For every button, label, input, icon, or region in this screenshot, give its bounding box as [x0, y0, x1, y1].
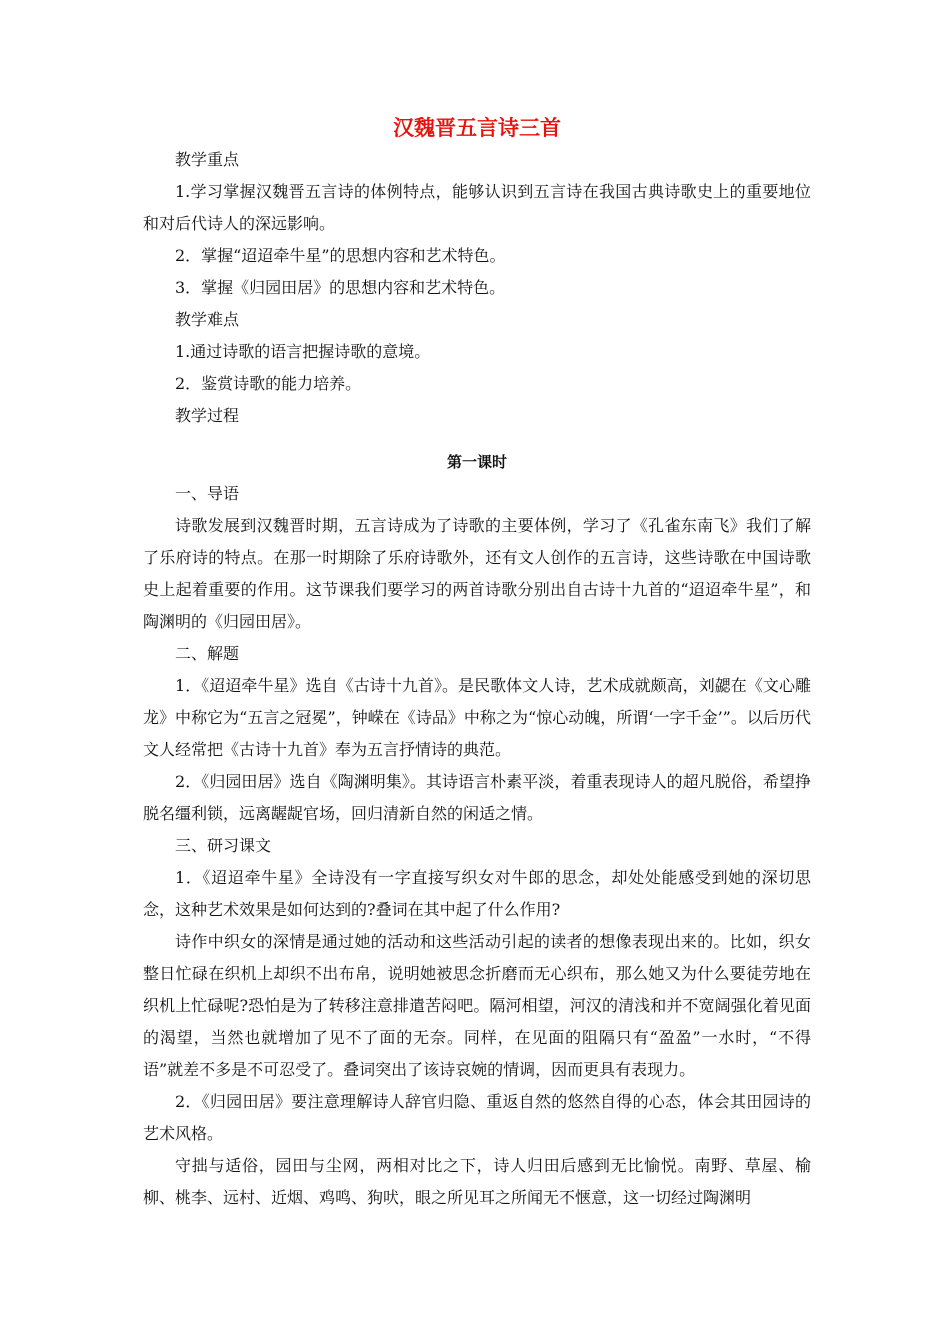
study-question-1: 1．《迢迢牵牛星》全诗没有一字直接写织女对牛郎的思念，却处处能感受到她的深切思念，这种艺术效果是如何达到的?叠词在其中起了什么作用?: [143, 868, 811, 919]
explain-item-1: 1．《迢迢牵牛星》选自《古诗十九首》。是民歌体文人诗，艺术成就颇高，刘勰在《文心雕龙》中称它为“五言之冠冕”，钟嵘在《诗品》中称之为“惊心动魄，所谓‘一字千金’”。以后历代文人经常把《古诗十九首》奉为五言抒情诗的典范。: [143, 676, 811, 759]
difficulty-heading: 教学难点: [175, 310, 240, 329]
focus-item-3: 3．掌握《归园田居》的思想内容和艺术特色。: [175, 278, 506, 297]
study-answer-1: 诗作中织女的深情是通过她的活动和这些活动引起的读者的想像表现出来的。比如，织女整日忙碌在织机上却织不出布帛，说明她被思念折磨而无心织布，那么她又为什么要徒劳地在织机上忙碌呢?恐怕是为了转移注意排遣苦闷吧。隔河相望，河汉的清浅和并不宽阔强化着见面的渴望，当然也就增加了见不了面的无奈。同样，在见面的阻隔只有“盈盈”一水时，“不得语”就差不多是不可忍受了。叠词突出了该诗哀婉的情调，因而更具有表现力。: [143, 932, 811, 1079]
difficulty-item-1: 1.通过诗歌的语言把握诗歌的意境。: [175, 342, 431, 361]
lesson-title: 第一课时: [446, 453, 507, 471]
explain-heading: 二、解题: [175, 644, 240, 663]
study-heading: 三、研习课文: [175, 836, 272, 855]
intro-paragraph: 诗歌发展到汉魏晋时期，五言诗成为了诗歌的主要体例，学习了《孔雀东南飞》我们了解了乐府诗的特点。在那一时期除了乐府诗歌外，还有文人创作的五言诗，这些诗歌在中国诗歌史上起着重要的作用。这节课我们要学习的两首诗歌分别出自古诗十九首的“迢迢牵牛星”，和陶渊明的《归园田居》。: [143, 516, 811, 631]
process-heading: 教学过程: [175, 406, 240, 425]
document-title: 汉魏晋五言诗三首: [393, 116, 561, 140]
focus-heading: 教学重点: [175, 150, 240, 169]
study-answer-2: 守拙与适俗，园田与尘网，两相对比之下，诗人归田后感到无比愉悦。南野、草屋、榆柳、桃李、远村、近烟、鸡鸣、狗吠，眼之所见耳之所闻无不惬意，这一切经过陶渊明: [143, 1156, 811, 1207]
intro-heading: 一、导语: [175, 484, 240, 503]
study-question-2: 2．《归园田居》要注意理解诗人辞官归隐、重返自然的悠然自得的心态，体会其田园诗的艺术风格。: [143, 1092, 811, 1143]
focus-item-2: 2．掌握“迢迢牵牛星”的思想内容和艺术特色。: [175, 246, 506, 265]
difficulty-item-2: 2．鉴赏诗歌的能力培养。: [175, 374, 362, 393]
focus-item-1: 1.学习掌握汉魏晋五言诗的体例特点，能够认识到五言诗在我国古典诗歌史上的重要地位和对后代诗人的深远影响。: [143, 182, 811, 233]
document-page: [143, 112, 811, 1214]
explain-item-2: 2．《归园田居》选自《陶渊明集》。其诗语言朴素平淡，着重表现诗人的超凡脱俗，希望挣脱名缰利锁，远离龌龊官场，回归清新自然的闲适之情。: [143, 772, 811, 823]
